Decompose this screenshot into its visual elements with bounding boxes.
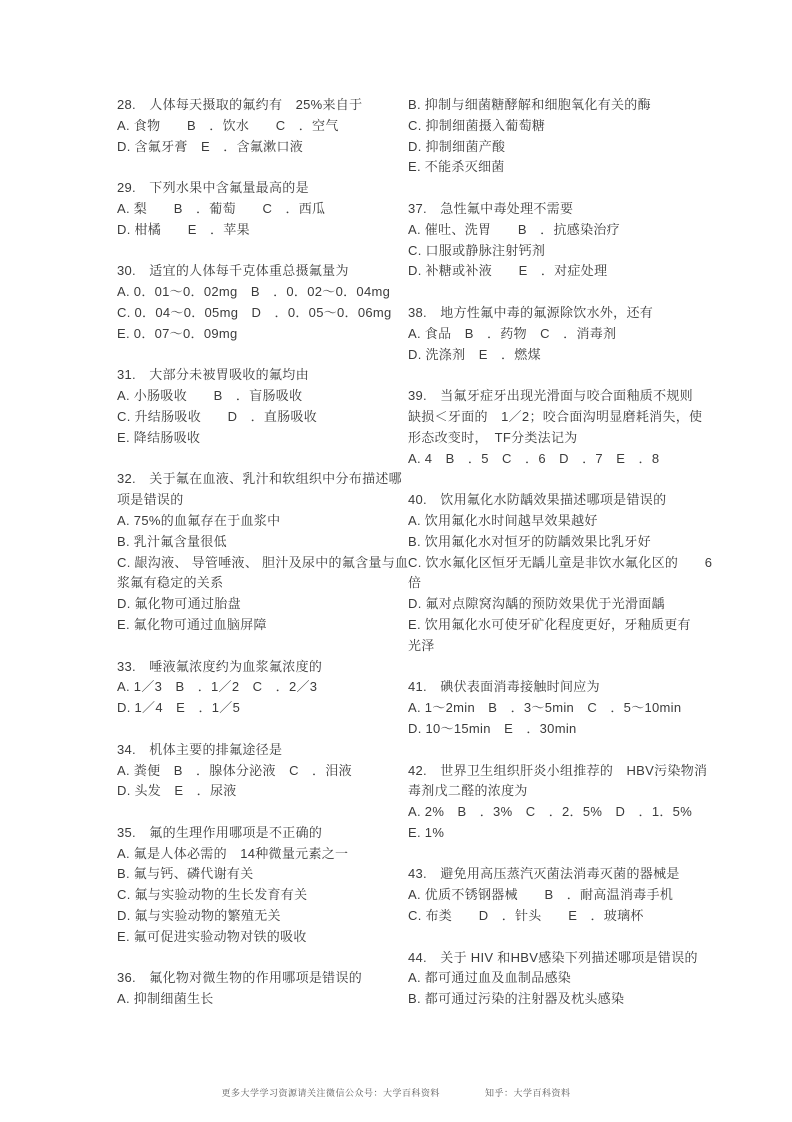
- question-line: 34. 机体主要的排氟途径是: [117, 741, 283, 757]
- question-36: [117, 968, 403, 1010]
- question-line: 29. 下列水果中含氟量最高的是: [117, 180, 309, 196]
- question-line: B. 都可通过污染的注射器及枕头感染: [408, 991, 625, 1007]
- question-28: [117, 95, 403, 157]
- question-42: [408, 761, 708, 844]
- question-line: 37. 急性氟中毒处理不需要: [408, 200, 574, 216]
- question-line: A. 催吐、洗胃 B ．抗感染治疗: [408, 221, 620, 237]
- question-line: 38. 地方性氟中毒的氟源除饮水外，还有: [408, 304, 654, 320]
- question-line: D. 氟对点隙窝沟龋的预防效果优于光滑面龋: [408, 596, 665, 612]
- question-line: D. 洗涤剂 E ．燃煤: [408, 346, 541, 362]
- question-line: A. 75%的血氟存在于血浆中: [117, 512, 281, 528]
- question-line: E. 氟可促进实验动物对铁的吸收: [117, 928, 307, 944]
- question-43: [408, 864, 696, 926]
- question-44: [408, 948, 696, 1010]
- question-36-continued: [408, 95, 696, 178]
- question-38: [408, 303, 696, 365]
- question-line: D. 抑制细菌产酸: [408, 138, 506, 154]
- question-line: A. 1／3 B ．1／2 C ．2／3: [117, 679, 318, 695]
- question-line: E. 不能杀灭细菌: [408, 159, 505, 175]
- question-line: D. 含氟牙膏 E ．含氟漱口液: [117, 138, 304, 154]
- question-line: 光泽: [408, 637, 435, 653]
- question-35: [117, 823, 403, 948]
- question-line: C. 0．04～0．05mg D ．0．05～0．06mg: [117, 304, 392, 320]
- question-line: 42. 世界卫生组织肝炎小组推荐的 HBV污染物消: [408, 762, 708, 778]
- question-line: 35. 氟的生理作用哪项是不正确的: [117, 824, 323, 840]
- question-line: B. 乳汁氟含量很低: [117, 533, 227, 549]
- question-line: 43. 避免用高压蒸汽灭菌法消毒灭菌的器械是: [408, 866, 680, 882]
- question-line: 40. 饮用氟化水防龋效果描述哪项是错误的: [408, 492, 667, 508]
- question-line: C. 升结肠吸收 D ．直肠吸收: [117, 408, 318, 424]
- question-line: D. 头发 E ．尿液: [117, 783, 237, 799]
- question-line: 形态改变时， TF分类法记为: [408, 429, 578, 445]
- question-line: 31. 大部分未被胃吸收的氟均由: [117, 367, 309, 383]
- question-30: [117, 261, 403, 344]
- footer-wechat-note: 更多大学学习资源请关注微信公众号：大学百科资料: [221, 1088, 440, 1098]
- question-line: 32. 关于氟在血液、乳汁和软组织中分布描述哪: [117, 471, 402, 487]
- page-footer: [0, 1086, 792, 1099]
- question-34: [117, 740, 403, 802]
- question-line: 44. 关于 HIV 和HBV感染下列描述哪项是错误的: [408, 949, 698, 965]
- column-right: [408, 95, 713, 1031]
- question-line: B. 氟与钙、磷代谢有关: [117, 866, 254, 882]
- question-line: A. 食品 B ．药物 C ．消毒剂: [408, 325, 617, 341]
- question-line: A. 食物 B ．饮水 C ．空气: [117, 117, 339, 133]
- question-line: E. 饮用氟化水可使牙矿化程度更好，牙釉质更有: [408, 616, 691, 632]
- question-line: A. 4 B ．5 C ．6 D ．7 E ．8: [408, 450, 660, 466]
- question-line: 缺损＜牙面的 1／2；咬合面沟明显磨耗消失，使: [408, 408, 703, 424]
- question-line: A. 优质不锈钢器械 B ．耐高温消毒手机: [408, 887, 674, 903]
- question-line: 41. 碘伏表面消毒接触时间应为: [408, 679, 600, 695]
- question-line: A. 1～2min B ．3～5min C ．5～10min: [408, 700, 682, 716]
- question-line: C. 布类 D ．针头 E ．玻璃杯: [408, 908, 644, 924]
- question-line: D. 补糖或补液 E ．对症处理: [408, 263, 608, 279]
- question-line: D. 氟与实验动物的繁殖无关: [117, 908, 281, 924]
- question-line: 项是错误的: [117, 492, 184, 508]
- footer-zhihu-note: 知乎：大学百科资料: [485, 1088, 571, 1098]
- question-41: [408, 677, 696, 739]
- question-29: [117, 178, 403, 240]
- question-line: 36. 氟化物对微生物的作用哪项是错误的: [117, 970, 363, 986]
- question-line: A. 氟是人体必需的 14种微量元素之一: [117, 845, 349, 861]
- question-line: C. 饮水氟化区恒牙无龋儿童是非饮水氟化区的 6: [408, 554, 713, 570]
- question-line: A. 2% B ．3% C ．2．5% D ．1．5%: [408, 804, 693, 820]
- question-line: C. 龈沟液、 导管唾液、 胆汁及尿中的氟含量与血: [117, 554, 409, 570]
- question-line: E. 1%: [408, 824, 445, 840]
- question-33: [117, 657, 403, 719]
- question-line: A. 粪便 B ．腺体分泌液 C ．泪液: [117, 762, 352, 778]
- question-line: B. 抑制与细菌糖酵解和细胞氧化有关的酶: [408, 97, 651, 112]
- question-line: A. 抑制细菌生长: [117, 991, 214, 1007]
- question-line: 毒剂戊二醛的浓度为: [408, 783, 528, 799]
- question-line: A. 0．01～0．02mg B ．0．02～0．04mg: [117, 284, 391, 300]
- question-line: 28. 人体每天摄取的氟约有 25%来自于: [117, 97, 363, 112]
- question-line: A. 都可通过血及血制品感染: [408, 970, 572, 986]
- question-line: A. 饮用氟化水时间越早效果越好: [408, 512, 598, 528]
- question-line: 30. 适宜的人体每千克体重总摄氟量为: [117, 263, 349, 279]
- question-line: E. 降结肠吸收: [117, 429, 201, 445]
- question-line: A. 小肠吸收 B ．盲肠吸收: [117, 388, 303, 404]
- question-line: D. 氟化物可通过胎盘: [117, 596, 241, 612]
- question-40: [408, 490, 713, 656]
- question-line: 浆氟有稳定的关系: [117, 575, 224, 591]
- question-32: [117, 469, 409, 635]
- question-line: C. 口服或静脉注射钙剂: [408, 242, 546, 258]
- question-line: 39. 当氟牙症牙出现光滑面与咬合面釉质不规则: [408, 388, 693, 404]
- question-39: [408, 386, 703, 469]
- question-line: D. 柑橘 E ．苹果: [117, 221, 250, 237]
- question-line: C. 抑制细菌摄入葡萄糖: [408, 117, 546, 133]
- question-line: E. 0．07～0．09mg: [117, 325, 238, 341]
- question-line: 倍: [408, 575, 422, 591]
- question-line: D. 10～15min E ．30min: [408, 720, 577, 736]
- question-line: D. 1／4 E ．1／5: [117, 700, 241, 716]
- question-line: C. 氟与实验动物的生长发育有关: [117, 887, 308, 903]
- question-37: [408, 199, 696, 282]
- question-31: [117, 365, 403, 448]
- question-line: E. 氟化物可通过血脑屏障: [117, 616, 267, 632]
- question-line: 33. 唾液氟浓度约为血浆氟浓度的: [117, 658, 323, 674]
- question-line: B. 饮用氟化水对恒牙的防龋效果比乳牙好: [408, 533, 651, 549]
- question-line: A. 梨 B ．葡萄 C ．西瓜: [117, 200, 326, 216]
- column-left: [117, 95, 409, 1031]
